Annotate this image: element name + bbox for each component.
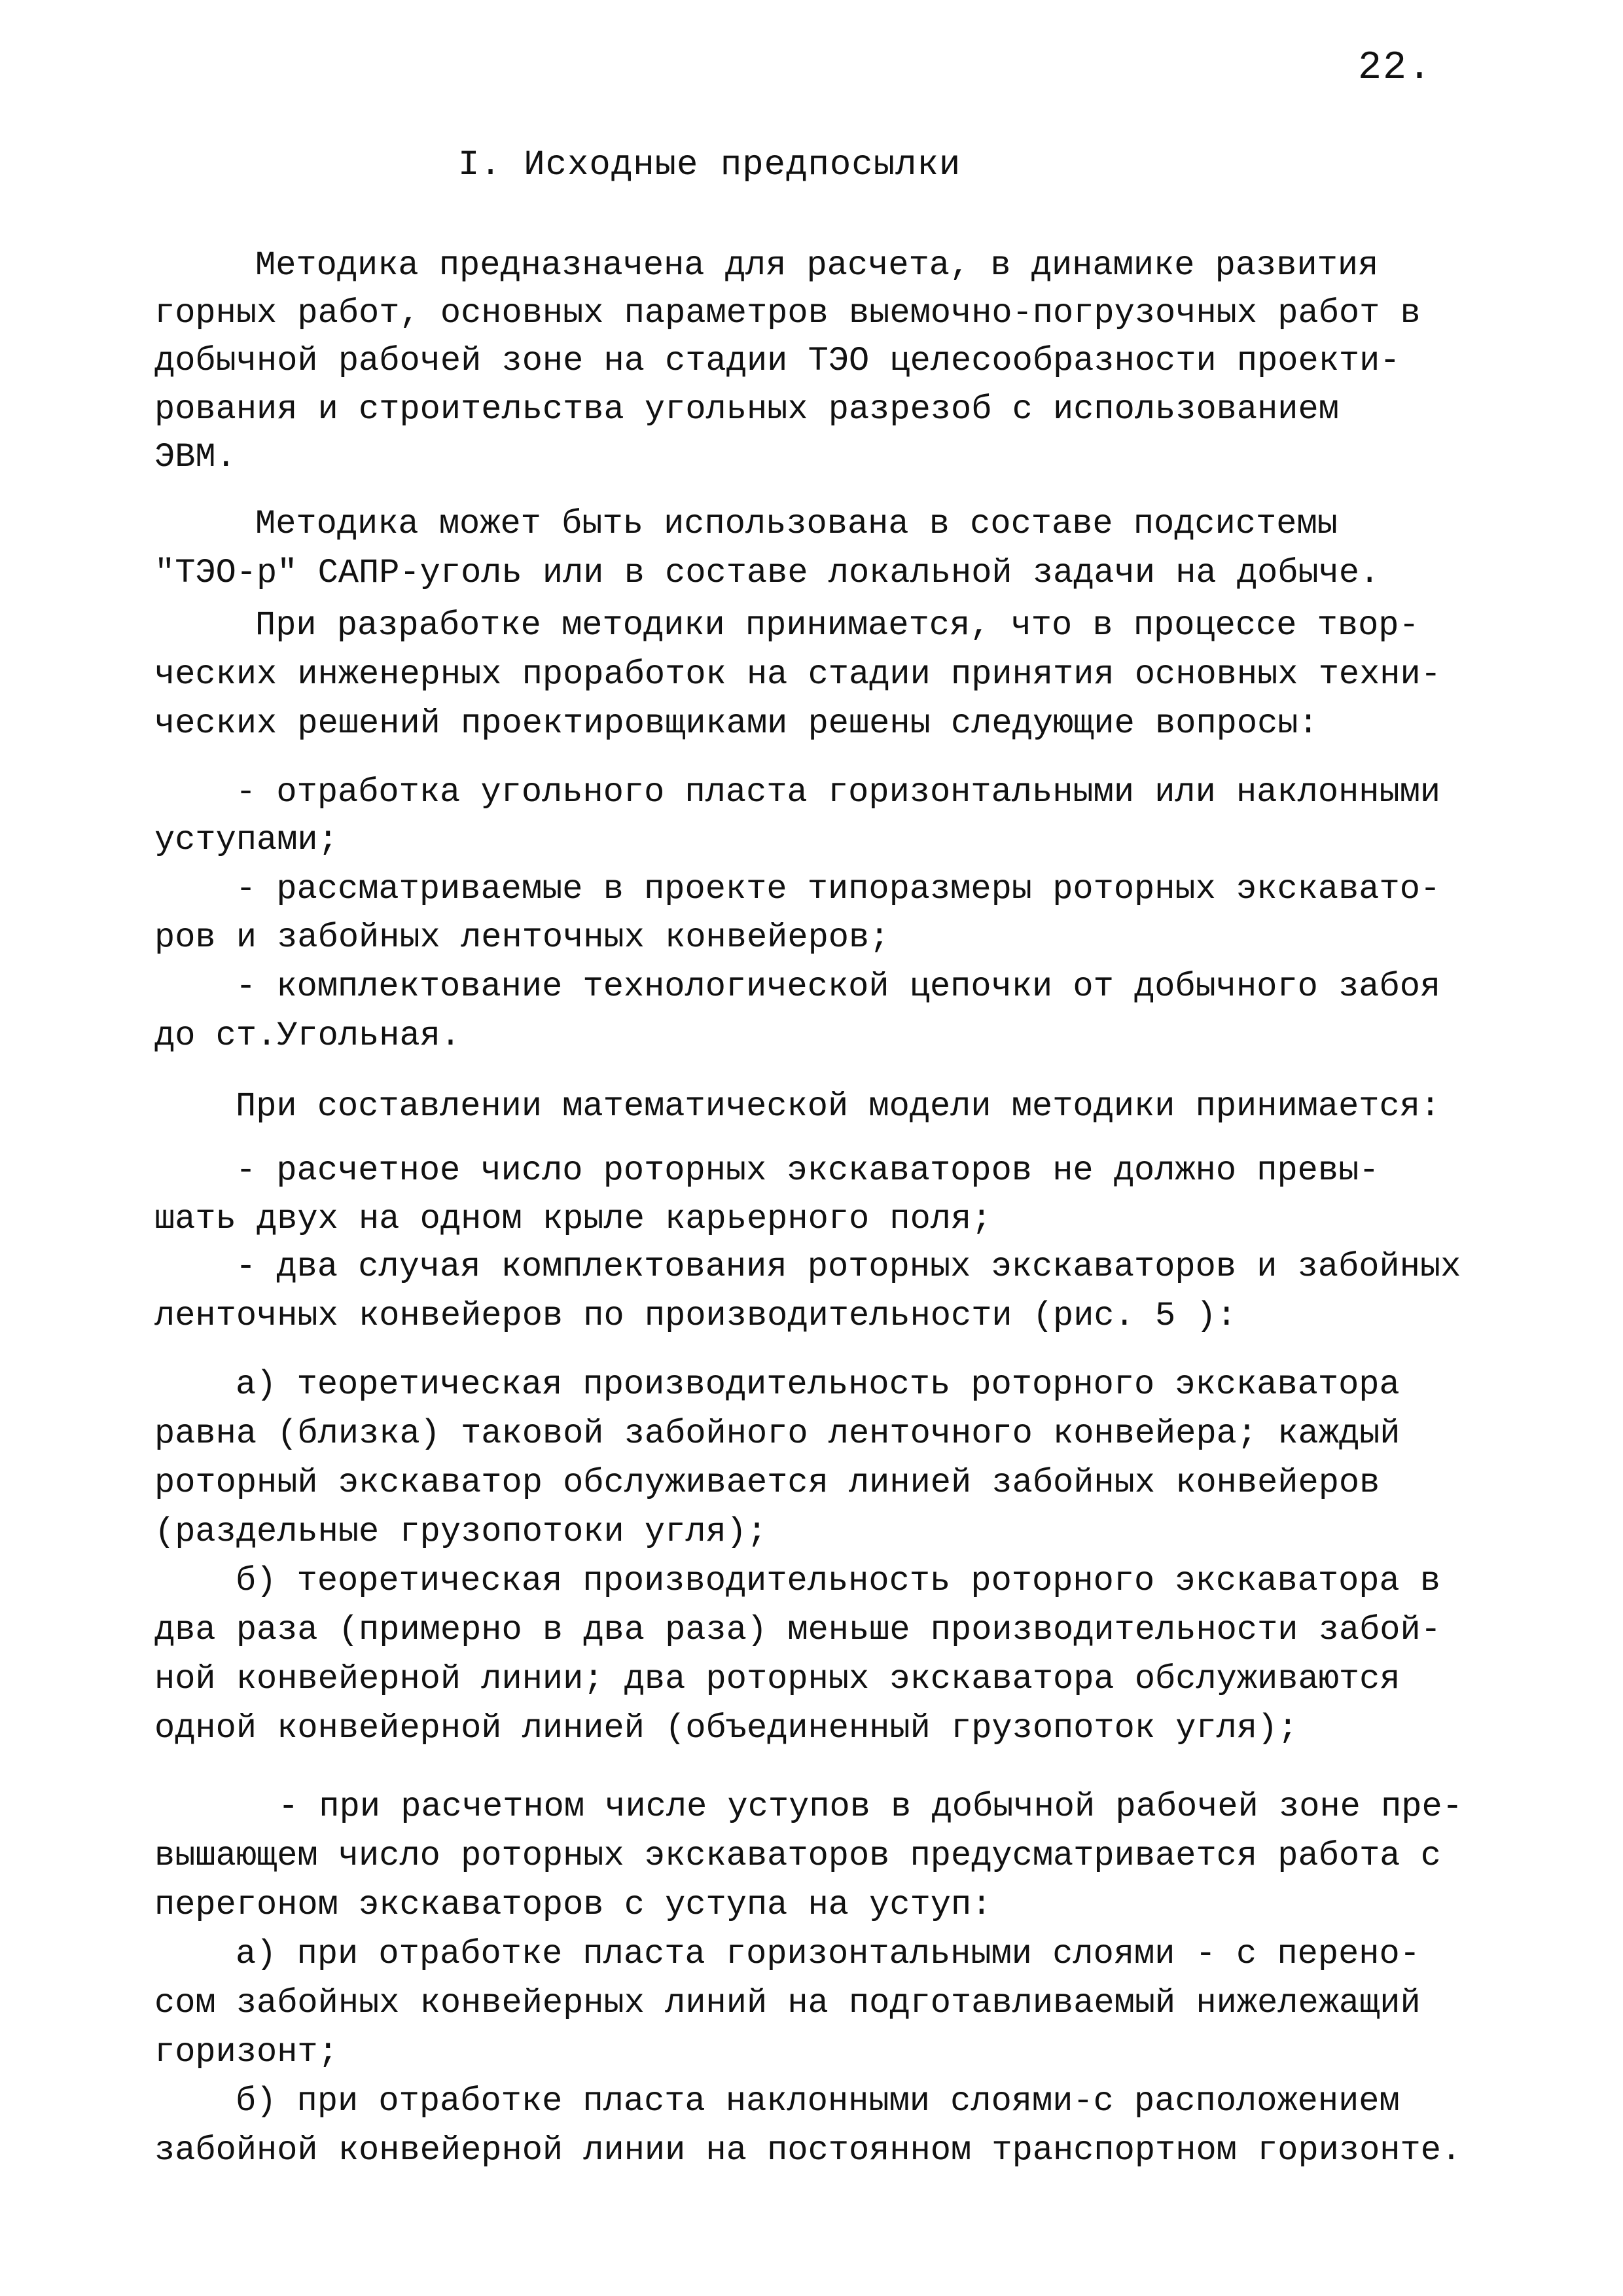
text-line: два раза (примерно в два раза) меньше производительности забой-: [154, 1611, 1441, 1649]
text-line: - два случая комплектования роторных экскаваторов и забойных: [236, 1247, 1461, 1286]
text-line: ЭВМ.: [154, 438, 236, 476]
text-line: ной конвейерной линии; два роторных экскаватора обслуживаются: [154, 1660, 1400, 1698]
text-line: шать двух на одном крыле карьерного поля;: [154, 1200, 992, 1238]
text-line: ленточных конвейеров по производительности (рис. 5 ):: [154, 1297, 1237, 1335]
text-line: - рассматриваемые в проекте типоразмеры роторных экскавато-: [236, 870, 1441, 908]
text-line: Методика предназначена для расчета, в динамике развития: [255, 246, 1379, 285]
text-line: горных работ, основных параметров выемочно-погрузочных работ в: [154, 294, 1421, 332]
text-line: "ТЭО-р" САПР-уголь или в составе локальной задачи на добыче.: [154, 554, 1380, 592]
text-line: При разработке методики принимается, что в процессе твор-: [255, 606, 1419, 645]
text-line: а) при отработке пласта горизонтальными слоями - с перено-: [236, 1935, 1420, 1973]
text-line: ров и забойных ленточных конвейеров;: [154, 918, 890, 957]
text-line: роторный экскаватор обслуживается линией забойных конвейеров: [154, 1463, 1380, 1502]
text-line: б) теоретическая производительность роторного экскаватора в: [236, 1562, 1441, 1600]
section-heading: I. Исходные предпосылки: [458, 145, 961, 185]
text-line: - отработка угольного пласта горизонтальными или наклонными: [236, 773, 1441, 812]
text-line: б) при отработке пласта наклонными слоями-с расположением: [236, 2082, 1400, 2121]
text-line: сом забойных конвейерных линий на подготавливаемый нижележащий: [154, 1984, 1421, 2022]
text-line: При составлении математической модели методики принимается:: [236, 1087, 1441, 1126]
text-line: равна (близка) таковой забойного ленточного конвейера; каждый: [154, 1414, 1400, 1453]
text-line: горизонт;: [154, 2033, 338, 2072]
text-line: - комплектование технологической цепочки от добычного забоя: [236, 967, 1441, 1006]
text-line: - при расчетном числе уступов в добычной рабочей зоне пре-: [278, 1787, 1463, 1826]
text-line: ческих инженерных проработок на стадии принятия основных техни-: [154, 655, 1441, 694]
text-line: - расчетное число роторных экскаваторов не должно превы-: [236, 1151, 1380, 1190]
text-line: (раздельные грузопотоки угля);: [154, 1513, 768, 1551]
text-line: одной конвейерной линией (объединенный грузопоток угля);: [154, 1709, 1298, 1748]
text-line: Методика может быть использована в составе подсистемы: [255, 505, 1338, 543]
text-line: а) теоретическая производительность роторного экскаватора: [236, 1365, 1400, 1404]
page-number: 22.: [1358, 46, 1433, 90]
text-line: добычной рабочей зоне на стадии ТЭО целесообразности проекти-: [154, 342, 1400, 380]
text-line: уступами;: [154, 821, 338, 859]
text-line: вышающем число роторных экскаваторов предусматривается работа с: [154, 1837, 1441, 1875]
text-line: ческих решений проектировщиками решены следующие вопросы:: [154, 704, 1319, 743]
text-line: до ст.Угольная.: [154, 1016, 461, 1055]
text-line: рования и строительства угольных разрезоб с использованием: [154, 390, 1339, 429]
text-line: перегоном экскаваторов с уступа на уступ:: [154, 1886, 992, 1924]
text-line: забойной конвейерной линии на постоянном транспортном горизонте.: [154, 2131, 1462, 2170]
